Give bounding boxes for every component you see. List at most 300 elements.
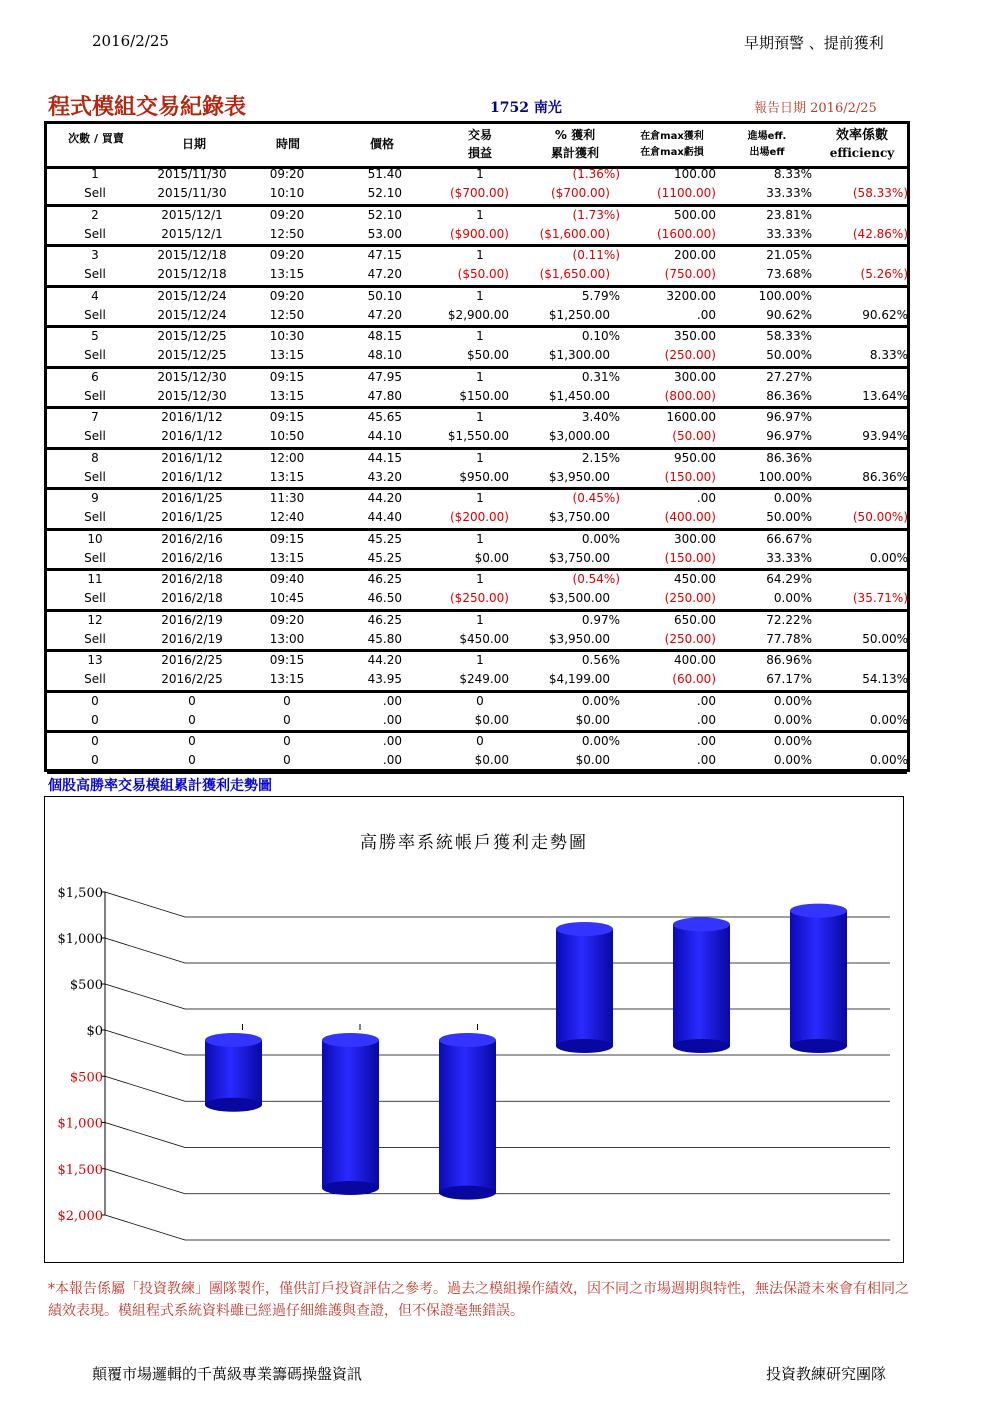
cell-cum: $3,750.00: [548, 510, 610, 524]
cell-pct: 0.56%: [581, 653, 620, 667]
cell-mg: .00: [696, 491, 716, 505]
header-time: 時間: [275, 137, 300, 151]
cell-t1: 09:15: [269, 653, 305, 667]
cell-ml: (250.00): [664, 591, 716, 605]
cell-mg: 3200.00: [666, 288, 716, 303]
cell-t1: 09:20: [269, 248, 305, 262]
cell-side: Sell: [84, 631, 106, 646]
cell-e2: 100.00%: [758, 469, 812, 484]
cell-pnl: $249.00: [459, 672, 509, 686]
table-row-group: [47, 693, 907, 734]
cell-mg: 950.00: [674, 450, 716, 465]
chart-title: 高勝率系統帳戶獲利走勢圖: [360, 833, 588, 853]
cell-p2: 47.80: [367, 388, 402, 403]
cell-p2: 45.80: [367, 631, 402, 646]
cell-p2: 47.20: [367, 307, 402, 322]
cell-eff: 90.62%: [862, 307, 908, 322]
cell-mg: 200.00: [674, 248, 716, 262]
cell-pct: 0.00%: [581, 734, 620, 748]
cell-p2: .00: [382, 712, 402, 727]
table-row-group: [47, 490, 907, 531]
cell-cum: $1,250.00: [548, 307, 610, 322]
table-row-group: [47, 288, 907, 329]
header-count: 次數 / 買賣: [68, 132, 124, 145]
cell-d1: 2016/1/12: [161, 450, 223, 465]
cell-t2: 13:15: [269, 469, 305, 484]
cell-p2: 46.50: [367, 591, 402, 605]
cell-mg: 650.00: [674, 612, 716, 627]
cell-ml: (1600.00): [657, 226, 716, 241]
cell-cum: $3,950.00: [548, 631, 610, 646]
cell-cum: $4,199.00: [548, 672, 610, 686]
table-row-group: [47, 571, 907, 612]
cell-pnl: $50.00: [467, 348, 509, 362]
chart-section-label: 個股高勝率交易模組累計獲利走勢圖: [48, 778, 272, 794]
table-row-group: [47, 166, 907, 207]
grid-line: [105, 938, 890, 963]
cell-side: 0: [91, 712, 99, 727]
cell-t1: 09:15: [269, 531, 305, 546]
cell-ml: (50.00): [672, 429, 716, 443]
cell-n: 0: [91, 693, 99, 708]
cell-cum: $3,500.00: [548, 591, 610, 605]
cell-cum: ($1,600.00): [539, 226, 610, 241]
table-row-group: [47, 450, 907, 491]
cell-eff: (42.86%): [852, 226, 908, 241]
cell-p1: .00: [382, 693, 402, 708]
cell-pct: 0.00%: [581, 531, 620, 546]
cell-eff: 8.33%: [869, 348, 908, 362]
header-max-loss: 在倉max虧損: [640, 147, 704, 158]
cell-side: Sell: [84, 307, 106, 322]
cell-cum: ($1,650.00): [539, 267, 610, 281]
cell-e1: 58.33%: [766, 329, 812, 343]
disclaimer: *本報告係屬「投資教練」團隊製作，僅供訂戶投資評估之參考。過去之模組操作績效，因不同之市場週期與特性，無法保證未來會有相同之績效表現。模組程式系統資料雖已經過仔細維護與查證，但不保證毫無錯誤。: [48, 1281, 909, 1319]
cell-cum: $1,450.00: [548, 388, 610, 403]
cell-n: 10: [87, 531, 103, 546]
cell-eff: 50.00%: [862, 631, 908, 646]
cell-pnl: $2,900.00: [447, 307, 509, 322]
cell-d1: 2015/12/1: [161, 207, 223, 222]
cell-e1: 86.96%: [766, 653, 812, 667]
cell-eff: 0.00%: [869, 550, 908, 565]
cell-ml: (60.00): [672, 672, 716, 686]
cell-q: 1: [476, 572, 484, 586]
cell-e1: 21.05%: [766, 248, 812, 262]
y-tick-label: $1,000: [57, 1116, 103, 1132]
cell-side: Sell: [84, 429, 106, 443]
cell-n: 8: [91, 450, 99, 465]
cell-p1: 46.25: [367, 612, 402, 627]
table-header: [47, 124, 907, 169]
cell-d1: 2016/1/12: [161, 410, 223, 424]
cell-n: 13: [87, 653, 103, 667]
cell-e1: 96.97%: [766, 410, 812, 424]
cell-t1: 09:20: [269, 207, 305, 222]
cell-pct: 5.79%: [581, 288, 620, 303]
cell-d1: 2015/12/24: [157, 288, 227, 303]
cell-n: 9: [91, 491, 99, 505]
cell-t2: 0: [283, 753, 291, 767]
cell-d1: 0: [188, 693, 196, 708]
cell-e1: 72.22%: [766, 612, 812, 627]
cell-q: 1: [476, 612, 484, 627]
cell-mg: 1600.00: [666, 410, 716, 424]
cell-q: 1: [476, 329, 484, 343]
page-title: 程式模組交易紀錄表: [48, 94, 247, 120]
cell-pnl: $0.00: [474, 753, 509, 767]
cell-t2: 13:15: [269, 672, 305, 686]
table-row-group: [47, 247, 907, 288]
cell-t1: 10:30: [269, 329, 305, 343]
cell-pct: (0.11%): [572, 248, 620, 262]
bar-bottom: [439, 1186, 496, 1200]
cell-e1: 66.67%: [766, 531, 812, 546]
cell-e2: 86.36%: [766, 388, 812, 403]
cell-side: Sell: [84, 469, 106, 484]
cell-n: 11: [87, 572, 103, 586]
footer-left: 顛覆市場邏輯的千萬級專業籌碼操盤資訊: [92, 1365, 363, 1383]
cell-e2: 96.97%: [766, 429, 812, 443]
cell-d2: 2016/2/16: [161, 550, 223, 565]
cell-n: 4: [91, 288, 99, 303]
cell-e2: 73.68%: [766, 267, 812, 281]
cell-d1: 2015/12/18: [157, 248, 227, 262]
bar: [439, 1040, 496, 1193]
cell-side: Sell: [84, 510, 106, 524]
y-tick-label: $1,500: [57, 886, 103, 901]
header-entry-eff: 進場eff.: [747, 131, 787, 142]
cell-mg: 500.00: [674, 207, 716, 222]
cell-e2: 33.33%: [766, 186, 812, 200]
cell-pnl: ($900.00): [450, 226, 509, 241]
cell-side: Sell: [84, 226, 106, 241]
table-row-group: [47, 207, 907, 248]
cell-eff: 0.00%: [869, 753, 908, 767]
cell-e1: 100.00%: [758, 288, 812, 303]
bar-bottom: [673, 1039, 730, 1053]
cell-p1: 52.10: [367, 207, 402, 222]
cell-cum: $3,000.00: [548, 429, 610, 443]
bar: [673, 924, 730, 1046]
cell-e1: 27.27%: [766, 369, 812, 384]
cell-d2: 2015/12/24: [157, 307, 227, 322]
grid-line: [105, 1123, 890, 1148]
cell-pct: (1.36%): [572, 167, 620, 181]
cell-side: Sell: [84, 672, 106, 686]
cell-side: Sell: [84, 348, 106, 362]
cell-t1: 0: [283, 693, 291, 708]
cell-cum: $3,750.00: [548, 550, 610, 565]
cell-mg: 300.00: [674, 531, 716, 546]
cell-e2: 77.78%: [766, 631, 812, 646]
cell-q: 1: [476, 450, 484, 465]
cell-side: Sell: [84, 591, 106, 605]
cell-p1: 50.10: [367, 288, 402, 303]
grid-line: [105, 1215, 890, 1240]
cell-t2: 13:15: [269, 267, 305, 281]
cell-mg: .00: [696, 693, 716, 708]
cell-pct: (1.73%): [572, 207, 620, 222]
cell-q: 1: [476, 207, 484, 222]
cell-n: 5: [91, 329, 99, 343]
cell-t1: 09:15: [269, 410, 305, 424]
cell-e2: 0.00%: [773, 591, 812, 605]
cell-q: 1: [476, 653, 484, 667]
cell-eff: 54.13%: [862, 672, 908, 686]
cell-p1: 45.25: [367, 531, 402, 546]
cell-d1: 2016/2/25: [161, 653, 223, 667]
cell-d2: 2015/12/25: [157, 348, 227, 362]
bar: [556, 929, 613, 1046]
cell-t1: 09:20: [269, 612, 305, 627]
cell-d2: 2016/2/18: [161, 591, 223, 605]
cell-t2: 12:50: [269, 226, 305, 241]
cell-e2: 0.00%: [773, 712, 812, 727]
cell-pct: (0.54%): [572, 572, 620, 586]
cell-e1: 86.36%: [766, 450, 812, 465]
cell-t1: 09:15: [269, 369, 305, 384]
stock-name: 1752 南光: [490, 100, 562, 116]
cell-t2: 10:50: [269, 429, 305, 443]
cell-ml: (250.00): [664, 631, 716, 646]
cell-p2: 43.20: [367, 469, 402, 484]
cell-n: 7: [91, 410, 99, 424]
bar-top: [556, 922, 613, 936]
cell-side: Sell: [84, 550, 106, 565]
cell-d2: 2016/1/12: [161, 469, 223, 484]
cell-side: Sell: [84, 388, 106, 403]
cell-p2: 44.10: [367, 429, 402, 443]
cell-e2: 50.00%: [766, 348, 812, 362]
cell-n: 12: [87, 612, 103, 627]
cell-q: 1: [476, 167, 484, 181]
header-efficiency-en: efficiency: [829, 146, 895, 160]
cell-pnl: ($200.00): [450, 510, 509, 524]
cell-pct: (0.45%): [572, 491, 620, 505]
cell-pnl: ($700.00): [450, 186, 509, 200]
cell-n: 2: [91, 207, 99, 222]
cell-p1: 44.15: [367, 450, 402, 465]
cell-p1: 44.20: [367, 653, 402, 667]
cell-p2: .00: [382, 753, 402, 767]
y-tick-label: $1,000: [57, 932, 103, 947]
cell-e2: 0.00%: [773, 753, 812, 767]
cell-pnl: $950.00: [459, 469, 509, 484]
cell-d1: 2015/12/30: [157, 369, 227, 384]
cell-d2: 2016/1/25: [161, 510, 223, 524]
cell-ml: (150.00): [664, 469, 716, 484]
grid-line: [105, 892, 890, 917]
cell-d2: 2016/2/19: [161, 631, 223, 646]
header-efficiency-zh: 效率係數: [835, 128, 888, 143]
table-row-group: [47, 612, 907, 653]
cell-side: Sell: [84, 186, 106, 200]
cell-pnl: $0.00: [474, 712, 509, 727]
cell-t2: 13:00: [269, 631, 305, 646]
cell-d1: 2015/11/30: [157, 167, 227, 181]
cell-p1: 46.25: [367, 572, 402, 586]
cell-e1: 0.00%: [773, 491, 812, 505]
cell-pct: 0.00%: [581, 693, 620, 708]
cell-d1: 2016/2/18: [161, 572, 223, 586]
cell-t2: 13:15: [269, 550, 305, 565]
table-row-group: [47, 531, 907, 572]
cell-p2: 52.10: [367, 186, 402, 200]
cell-ml: .00: [696, 753, 716, 767]
header-date: 日期: [181, 137, 206, 151]
cell-cum: $1,300.00: [548, 348, 610, 362]
cell-d2: 0: [188, 712, 196, 727]
header-pnl-line1: 交易: [467, 128, 492, 142]
cell-pnl: $1,550.00: [447, 429, 509, 443]
trade-record-table: [44, 121, 910, 772]
y-tick-label: $2,000: [57, 1209, 103, 1224]
cell-p1: 44.20: [367, 491, 402, 505]
cell-n: 0: [91, 734, 99, 748]
cell-q: 1: [476, 248, 484, 262]
cell-q: 1: [476, 410, 484, 424]
cell-mg: 100.00: [674, 167, 716, 181]
cell-t2: 13:15: [269, 348, 305, 362]
cell-ml: (400.00): [664, 510, 716, 524]
cell-t1: 09:20: [269, 288, 305, 303]
cell-e1: 0.00%: [773, 693, 812, 708]
cell-ml: .00: [696, 712, 716, 727]
cell-d2: 0: [188, 753, 196, 767]
cell-t2: 12:40: [269, 510, 305, 524]
cell-e1: 0.00%: [773, 734, 812, 748]
cell-mg: 350.00: [674, 329, 716, 343]
cell-pnl: $150.00: [459, 388, 509, 403]
cell-side: 0: [91, 753, 99, 767]
cell-ml: .00: [696, 307, 716, 322]
y-tick-label: $500: [69, 978, 103, 993]
report-date: 報告日期 2016/2/25: [754, 101, 877, 116]
bar: [205, 1040, 262, 1105]
bar-bottom: [790, 1039, 847, 1053]
cell-n: 1: [91, 167, 99, 181]
cell-pct: 0.10%: [581, 329, 620, 343]
cell-d2: 2015/12/30: [157, 388, 227, 403]
footer-right: 投資教練研究團隊: [766, 1365, 887, 1383]
cell-ml: (150.00): [664, 550, 716, 565]
cell-q: 1: [476, 369, 484, 384]
bar-top: [205, 1033, 262, 1047]
bar: [790, 911, 847, 1046]
cell-e2: 67.17%: [766, 672, 812, 686]
cell-eff: 93.94%: [862, 429, 908, 443]
cell-eff: (58.33%): [852, 186, 908, 200]
cell-cum: $3,950.00: [548, 469, 610, 484]
cell-p1: 48.15: [367, 329, 402, 343]
cell-d2: 2015/12/1: [161, 226, 223, 241]
bar-top: [322, 1033, 379, 1047]
cell-e1: 64.29%: [766, 572, 812, 586]
chart-svg: [45, 797, 903, 1262]
table-row-group: [47, 409, 907, 450]
cell-e2: 33.33%: [766, 226, 812, 241]
cell-pct: 2.15%: [581, 450, 620, 465]
cell-ml: (250.00): [664, 348, 716, 362]
cell-pnl: $0.00: [474, 550, 509, 565]
table-row-group: [47, 652, 907, 693]
table-row-group: [47, 328, 907, 369]
cell-pct: 3.40%: [581, 410, 620, 424]
cell-d2: 2016/2/25: [161, 672, 223, 686]
cell-ml: (800.00): [664, 388, 716, 403]
table-row-group: [47, 733, 907, 774]
grid-line: [105, 984, 890, 1009]
cell-cum: $0.00: [575, 753, 610, 767]
cell-p2: 44.40: [367, 510, 402, 524]
cell-q: 0: [476, 734, 484, 748]
cell-d1: 2016/1/25: [161, 491, 223, 505]
cell-eff: 13.64%: [862, 388, 908, 403]
cell-mg: .00: [696, 734, 716, 748]
grid-line: [105, 1169, 890, 1194]
table-row-group: [47, 369, 907, 410]
cell-pnl: ($250.00): [450, 591, 509, 605]
header-price: 價格: [369, 137, 394, 151]
cell-eff: 0.00%: [869, 712, 908, 727]
header-date: 2016/2/25: [92, 32, 169, 50]
cell-t1: 09:40: [269, 572, 305, 586]
cell-p1: 47.15: [367, 248, 402, 262]
cell-p2: 53.00: [367, 226, 402, 241]
cell-e2: 50.00%: [766, 510, 812, 524]
y-tick-label: $1,500: [57, 1162, 103, 1178]
cell-q: 1: [476, 288, 484, 303]
cell-pct: 0.97%: [581, 612, 620, 627]
cell-d2: 2015/12/18: [157, 267, 227, 281]
header-pct-line2: 累計獲利: [550, 146, 599, 160]
header-pct-line1: % 獲利: [554, 128, 596, 142]
cell-mg: 300.00: [674, 369, 716, 384]
cell-eff: (35.71%): [852, 591, 908, 605]
cell-t2: 10:45: [269, 591, 305, 605]
cell-d2: 2015/11/30: [157, 186, 227, 200]
bar: [322, 1040, 379, 1188]
cell-p1: 47.95: [367, 369, 402, 384]
bar-bottom: [556, 1039, 613, 1053]
cell-q: 1: [476, 531, 484, 546]
y-tick-label: $500: [69, 1070, 103, 1086]
cell-e2: 33.33%: [766, 550, 812, 565]
y-tick-label: $0: [86, 1024, 103, 1039]
cell-pnl: ($50.00): [457, 267, 509, 281]
cell-eff: (5.26%): [860, 267, 908, 281]
cell-t2: 12:50: [269, 307, 305, 322]
header-exit-eff: 出場eff: [749, 147, 785, 158]
profit-trend-chart: [44, 796, 904, 1263]
cell-ml: (1100.00): [657, 186, 716, 200]
cell-pct: 0.31%: [581, 369, 620, 384]
header-max-gain: 在倉max獲利: [640, 131, 704, 142]
bar-top: [673, 917, 730, 931]
cell-cum: $0.00: [575, 712, 610, 727]
cell-p2: 47.20: [367, 267, 402, 281]
cell-q: 1: [476, 491, 484, 505]
cell-d2: 2016/1/12: [161, 429, 223, 443]
cell-t1: 12:00: [269, 450, 305, 465]
header-pnl-line2: 損益: [467, 146, 492, 160]
cell-eff: (50.00%): [852, 510, 908, 524]
cell-t2: 0: [283, 712, 291, 727]
cell-e1: 23.81%: [766, 207, 812, 222]
cell-p1: 51.40: [367, 167, 402, 181]
bar-top: [790, 904, 847, 918]
